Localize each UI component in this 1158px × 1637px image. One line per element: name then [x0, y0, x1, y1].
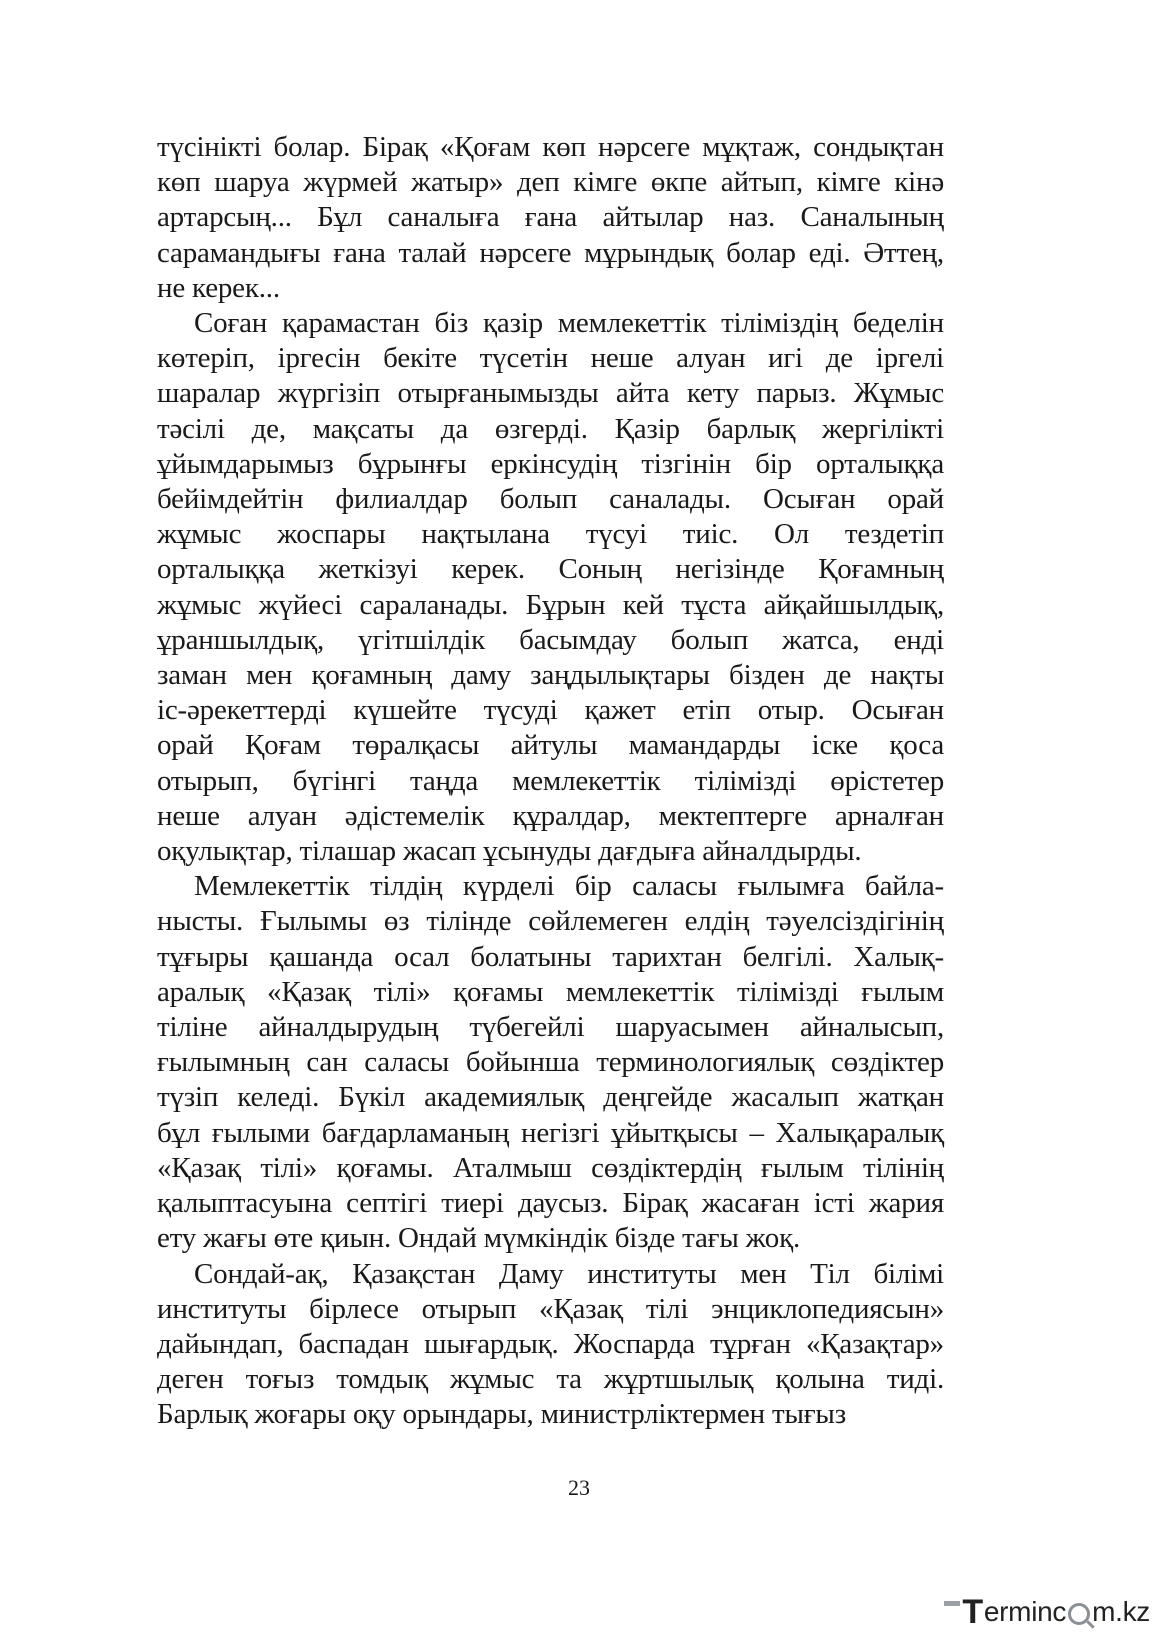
text-line: іс-әрекеттерді күшейте түсуді қажет етіп отыр. Осыған: [157, 694, 944, 727]
text-line: түсінікті болар. Бірақ «Қоғам көп нәрсеге мұқтаж, сондықтан: [157, 131, 944, 163]
text-line: бұл ғылыми бағдарламаның негізгі ұйытқысы – Халықаралық: [157, 1116, 944, 1149]
text-line: Сондай-ақ, Қазақстан Даму институты мен Тіл білімі: [194, 1257, 944, 1290]
text-line: аралық «Қазақ тілі» қоғамы мемлекеттік тілімізді ғылым: [157, 975, 944, 1008]
text-line: Соған қарамастан біз қазір мемлекеттік тіліміздің беделін: [194, 307, 944, 340]
paragraph: [157, 1257, 944, 1433]
watermark-letter-t: T: [962, 1592, 983, 1631]
text-line: жұмыс жүйесі сараланады. Бұрын кей тұста айқайшылдық,: [157, 588, 944, 621]
text-line: не керек...: [157, 271, 280, 304]
text-line: көп шаруа жүрмей жатыр» деп кімге өкпе айтып, кімге кінә: [157, 166, 944, 199]
text-line: бейімдейтін филиалдар болып саналады. Осыған орай: [157, 483, 944, 516]
text-line: ұраншылдық, үгітшілдік басымдау болып жатса, енді: [157, 623, 944, 656]
text-line: түзіп келеді. Бүкіл академиялық деңгейде жасалып жатқан: [157, 1081, 944, 1114]
paragraph: [157, 130, 944, 306]
text-line: отырып, бүгінгі таңда мемлекеттік тілімізді өрістетер: [157, 764, 944, 797]
watermark-text-suffix: m.kz: [1092, 1596, 1150, 1627]
magnifier-icon: [1068, 1603, 1090, 1625]
text-line: ету жағы өте қиын. Ондай мүмкіндік бізде тағы жоқ.: [157, 1222, 801, 1255]
text-line: заман мен қоғамның даму заңдылықтары бізден де нақты: [157, 659, 944, 692]
page-body: [157, 130, 944, 1433]
paragraph: [157, 306, 944, 869]
text-line: қалыптасуына септігі тиері даусыз. Бірақ жасаған істі жария: [157, 1187, 944, 1220]
text-line: орай Қоғам төралқасы айтулы мамандарды іске қоса: [157, 729, 944, 762]
text-line: шаралар жүргізіп отырғанымызды айта кету парыз. Жұмыс: [157, 377, 944, 410]
text-line: Мемлекеттік тілдің күрделі бір саласы ғылымға байла-: [194, 870, 944, 903]
text-line: тәсілі де, мақсаты да өзгерді. Қазір барлық жергілікті: [157, 412, 944, 445]
text-line: институты бірлесе отырып «Қазақ тілі энциклопедиясын»: [157, 1292, 944, 1325]
text-line: жұмыс жоспары нақтылана түсуі тиіс. Ол тездетіп: [157, 518, 944, 551]
text-line: орталыққа жеткізуі керек. Соның негізінде Қоғамның: [157, 553, 944, 586]
text-line: Барлық жоғары оқу орындары, министрліктермен тығыз: [157, 1398, 846, 1431]
text-line: неше алуан әдістемелік құралдар, мектептерге арналған: [157, 799, 944, 832]
text-line: «Қазақ тілі» қоғамы. Аталмыш сөздіктердің ғылым тілінің: [157, 1151, 944, 1184]
text-line: көтеріп, іргесін бекіте түсетін неше алуан игі де іргелі: [157, 342, 944, 375]
watermark-text-middle: erminc: [983, 1596, 1067, 1627]
text-line: деген тоғыз томдық жұмыс та жұртшылық қолына тиді.: [157, 1363, 944, 1396]
text-line: ғылымның сан саласы бойынша терминологиялық сөздіктер: [157, 1046, 944, 1079]
text-line: тұғыры қашанда осал болатыны тарихтан белгілі. Халық-: [157, 940, 944, 973]
text-line: сарамандығы ғана талай нәрсеге мұрындық болар еді. Әттең,: [157, 236, 944, 269]
text-line: оқулықтар, тілашар жасап ұсынуды дағдыға айналдырды.: [157, 835, 862, 868]
termincom-watermark[interactable]: [962, 1593, 1150, 1631]
text-line: тіліне айналдырудың түбегейлі шаруасымен айналысып,: [157, 1011, 944, 1044]
paragraph: [157, 869, 944, 1256]
text-line: дайындап, баспадан шығардық. Жоспарда тұрған «Қазақтар»: [157, 1327, 944, 1360]
text-line: ұйымдарымыз бұрынғы еркінсудің тізгінін бір орталыққа: [157, 447, 944, 480]
text-line: артарсың... Бұл саналыға ғана айтылар наз. Саналының: [157, 201, 944, 234]
text-line: нысты. Ғылымы өз тілінде сөйлемеген елдің тәуелсіздігінің: [157, 905, 944, 938]
page-number: 23: [568, 1475, 590, 1500]
